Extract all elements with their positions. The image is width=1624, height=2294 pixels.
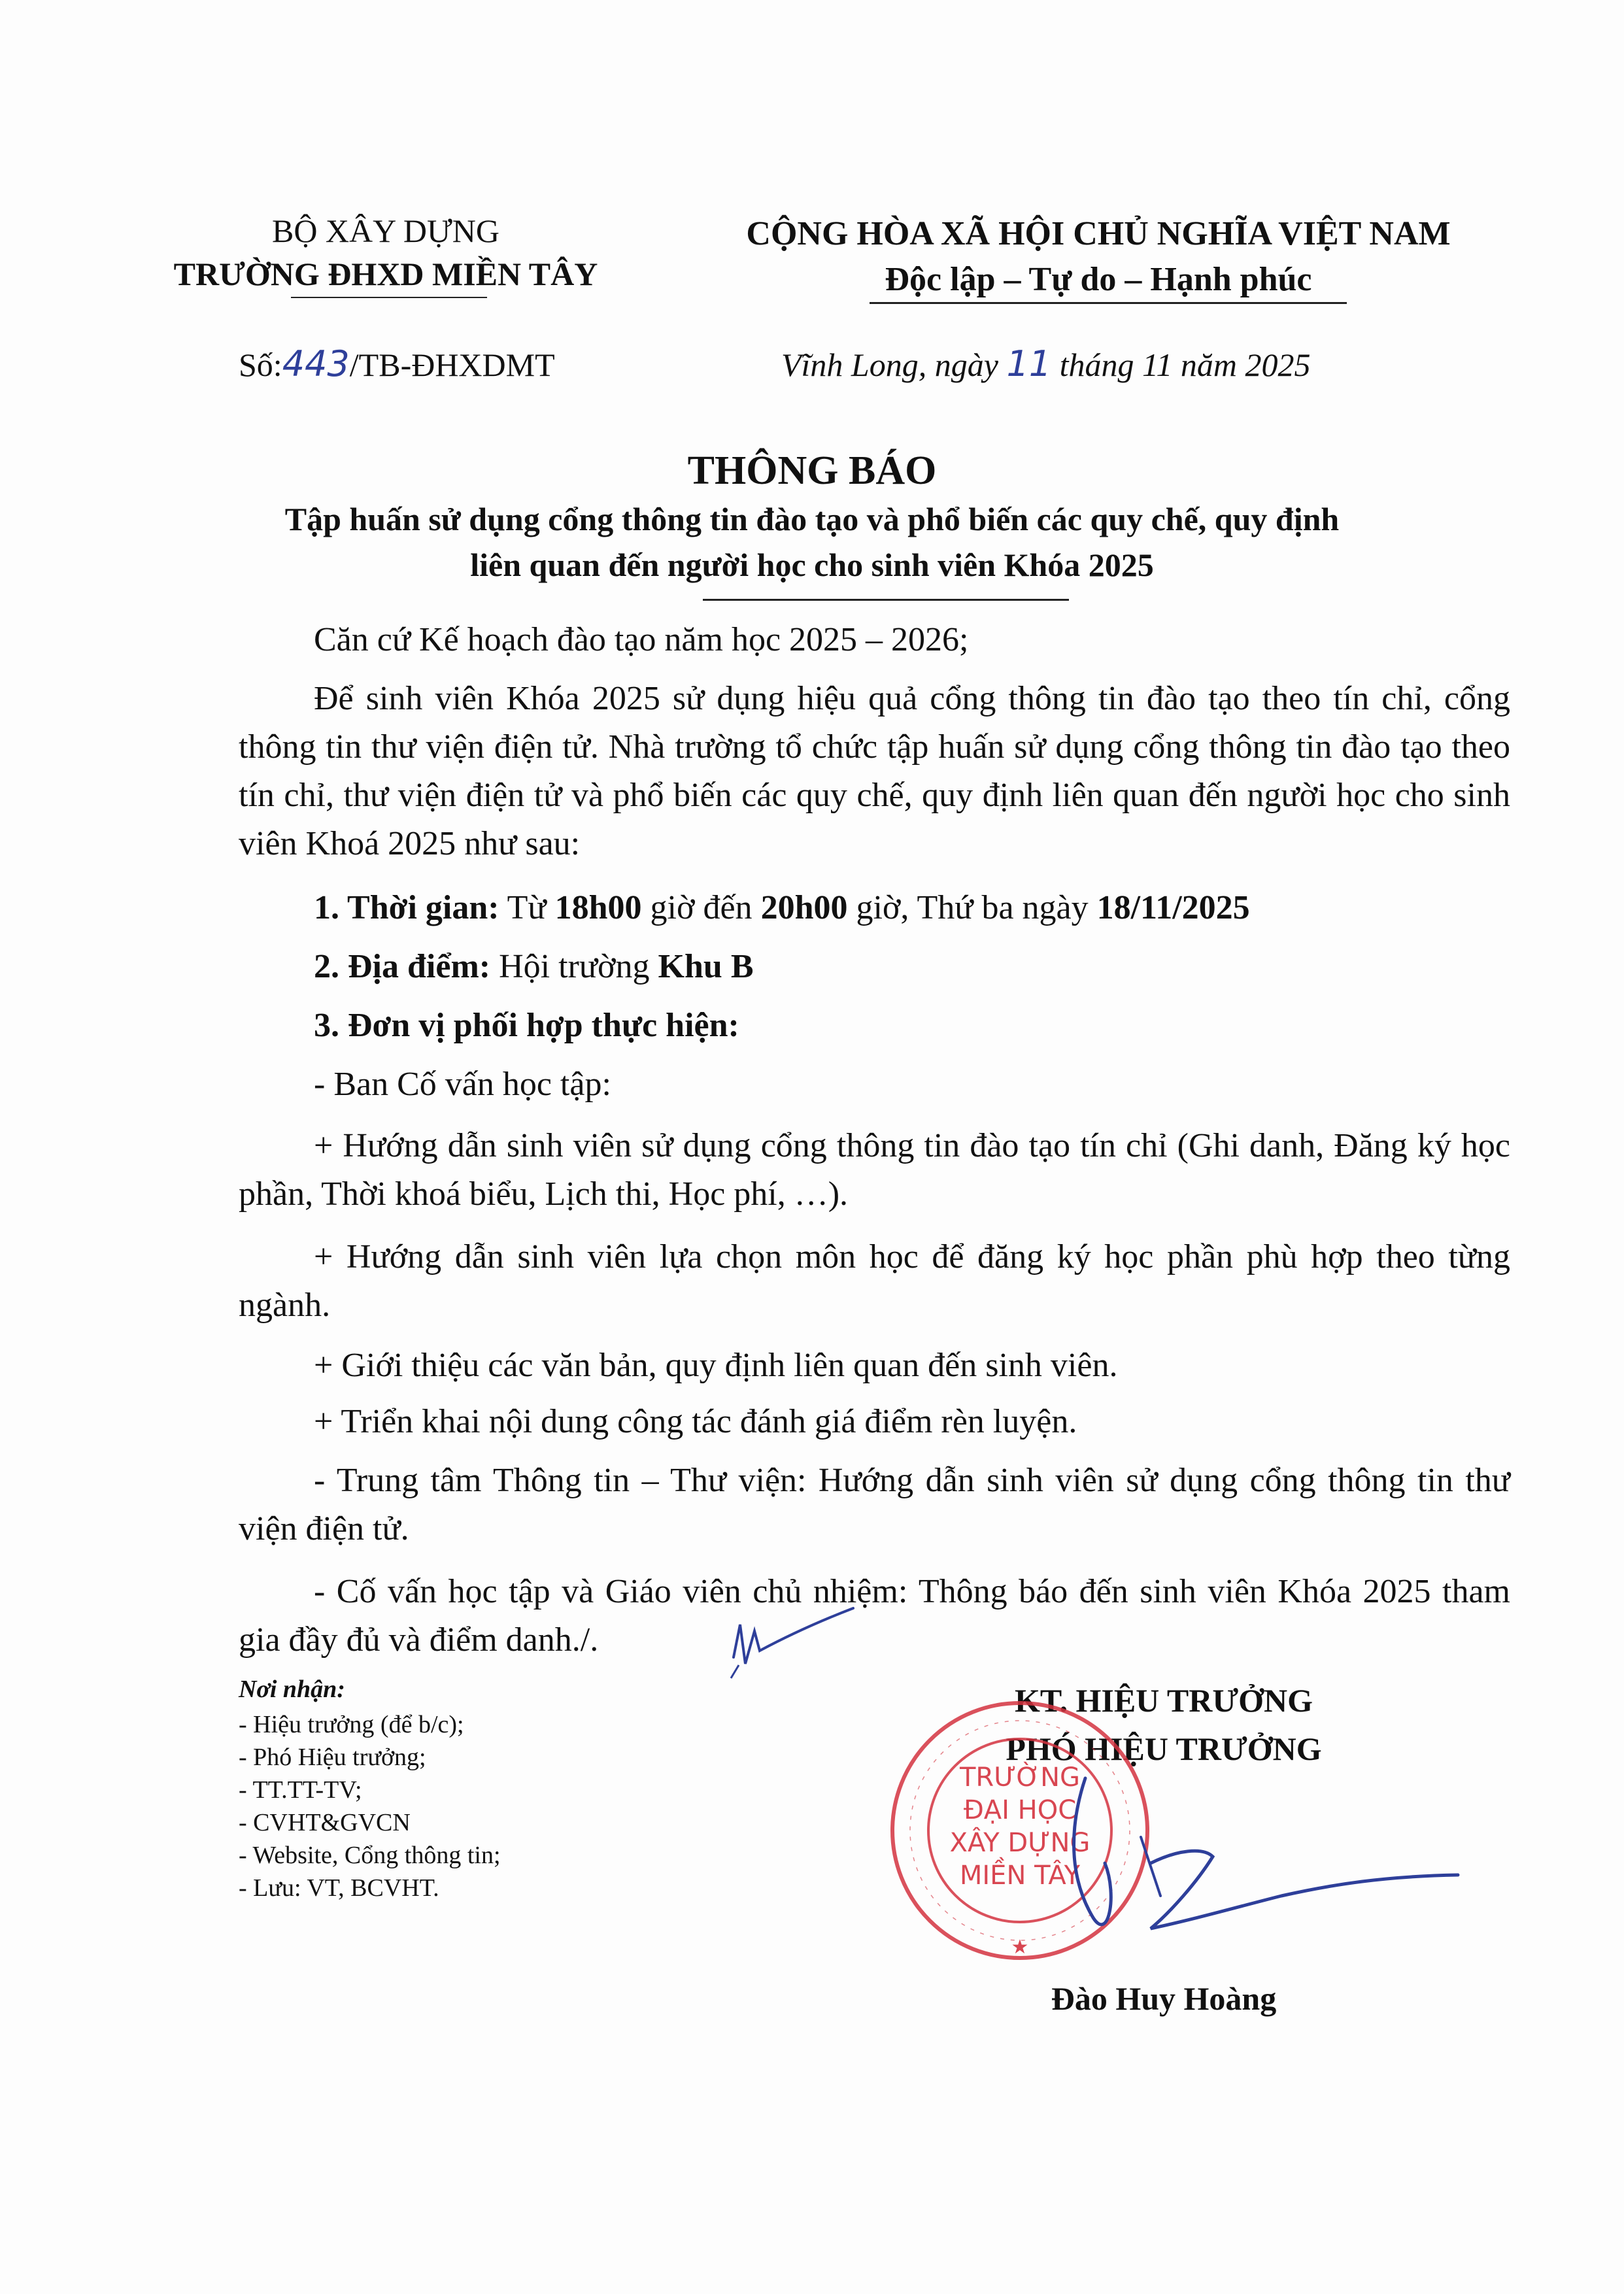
nation-motto: Độc lập – Tự do – Hạnh phúc: [885, 261, 1312, 298]
recipient-item: - CVHT&GVCN: [239, 1809, 411, 1836]
time-line: [314, 885, 1250, 931]
nation-title: CỘNG HÒA XÃ HỘI CHỦ NGHĨA VIỆT NAM: [746, 215, 1451, 252]
stamp-line-1: TRƯỜNG: [960, 1763, 1080, 1793]
date-day-handwritten: 11: [1006, 343, 1052, 384]
initials-scribble: [726, 1605, 863, 1683]
reference-number: [239, 341, 555, 388]
recipient-item: - Hiệu trưởng (để b/c);: [239, 1711, 464, 1738]
basis-paragraph: Căn cứ Kế hoạch đào tạo năm học 2025 – 2026;: [314, 621, 969, 658]
place-text: Hội trường: [499, 948, 650, 985]
place-label: 2. Địa điểm:: [314, 948, 491, 985]
date-place: Vĩnh Long, ngày: [781, 346, 998, 383]
stamp-line-4: MIỀN TÂY: [959, 1861, 1081, 1891]
intro-paragraph: Để sinh viên Khóa 2025 sử dụng hiệu quả cổng thông tin đào tạo theo tín chỉ, cổng thông tin thư viện điện tử. Nhà trường tổ chức tập huấn sử dụng cổng thông tin đào tạo theo tín chỉ, thư viện điện tử và phổ biến các quy chế, quy định liên quan đến người học cho sinh viên Khoá 2025 như sau:: [239, 680, 1510, 862]
recipient-item: - Lưu: VT, BCVHT.: [239, 1874, 439, 1902]
advisory-board-line: - Ban Cố vấn học tập:: [314, 1066, 611, 1103]
date-rest: tháng 11 năm 2025: [1059, 346, 1311, 383]
stamp-line-3: XÂY DỰNG: [949, 1828, 1091, 1858]
motto-underline: [870, 302, 1347, 304]
document-title: THÔNG BÁO: [687, 448, 937, 493]
title-underline: [703, 599, 1069, 601]
time-label: 1. Thời gian:: [314, 889, 499, 926]
units-heading: 3. Đơn vị phối hợp thực hiện:: [314, 1007, 739, 1044]
reference-handwritten-number: 443: [282, 343, 350, 384]
advisory-item-4: + Triển khai nội dung công tác đánh giá điểm rèn luyện.: [314, 1403, 1077, 1440]
library-paragraph: - Trung tâm Thông tin – Thư viện: Hướng dẫn sinh viên sử dụng cổng thông tin thư viện điện tử.: [239, 1462, 1510, 1547]
school-underline: [291, 297, 487, 298]
time-after: giờ, Thứ ba ngày: [856, 889, 1089, 926]
recipient-item: - TT.TT-TV;: [239, 1776, 362, 1804]
stamp-star-icon: ★: [1011, 1936, 1029, 1959]
recipients-title: Nơi nhận:: [239, 1676, 345, 1703]
ministry-name: BỘ XÂY DỰNG: [271, 212, 500, 249]
signature-role: PHÓ HIỆU TRƯỞNG: [1006, 1730, 1322, 1767]
advisory-item-2: + Hướng dẫn sinh viên lựa chọn môn học để đăng ký học phần phù hợp theo từng ngành.: [239, 1238, 1510, 1324]
place-name: Khu B: [658, 948, 754, 985]
title-subtitle-line-1: Tập huấn sử dụng cổng thông tin đào tạo và phổ biến các quy chế, quy định: [284, 501, 1340, 537]
reference-prefix: Số:: [239, 346, 282, 383]
stamp-line-2: ĐẠI HỌC: [963, 1795, 1077, 1825]
time-start: 18h00: [554, 889, 642, 926]
place-line: [314, 944, 754, 990]
advisors-paragraph: - Cố vấn học tập và Giáo viên chủ nhiệm: Thông báo đến sinh viên Khóa 2025 tham gia đầy đủ và điểm danh./.: [239, 1573, 1510, 1659]
advisory-item-3: + Giới thiệu các văn bản, quy định liên quan đến sinh viên.: [314, 1347, 1118, 1384]
time-date: 18/11/2025: [1096, 889, 1250, 926]
advisory-item-1: + Hướng dẫn sinh viên sử dụng cổng thông tin đào tạo tín chỉ (Ghi danh, Đăng ký học phần, Thời khoá biểu, Lịch thi, Học phí, …).: [239, 1127, 1510, 1213]
recipient-item: - Phó Hiệu trưởng;: [239, 1744, 426, 1771]
date-line: [781, 341, 1310, 388]
school-name: TRƯỜNG ĐHXD MIỀN TÂY: [173, 256, 598, 292]
title-subtitle-line-2: liên quan đến người học cho sinh viên Khóa 2025: [470, 547, 1154, 583]
recipient-item: - Website, Cổng thông tin;: [239, 1842, 501, 1869]
signature-on-behalf: KT. HIỆU TRƯỞNG: [1014, 1682, 1313, 1719]
reference-suffix: /TB-ĐHXDMT: [349, 346, 555, 383]
time-from: Từ: [507, 889, 547, 926]
time-end: 20h00: [760, 889, 848, 926]
time-mid: giờ đến: [650, 889, 753, 926]
handwritten-signature: [1046, 1765, 1471, 1987]
signer-name: Đào Huy Hoàng: [1051, 1980, 1277, 2017]
